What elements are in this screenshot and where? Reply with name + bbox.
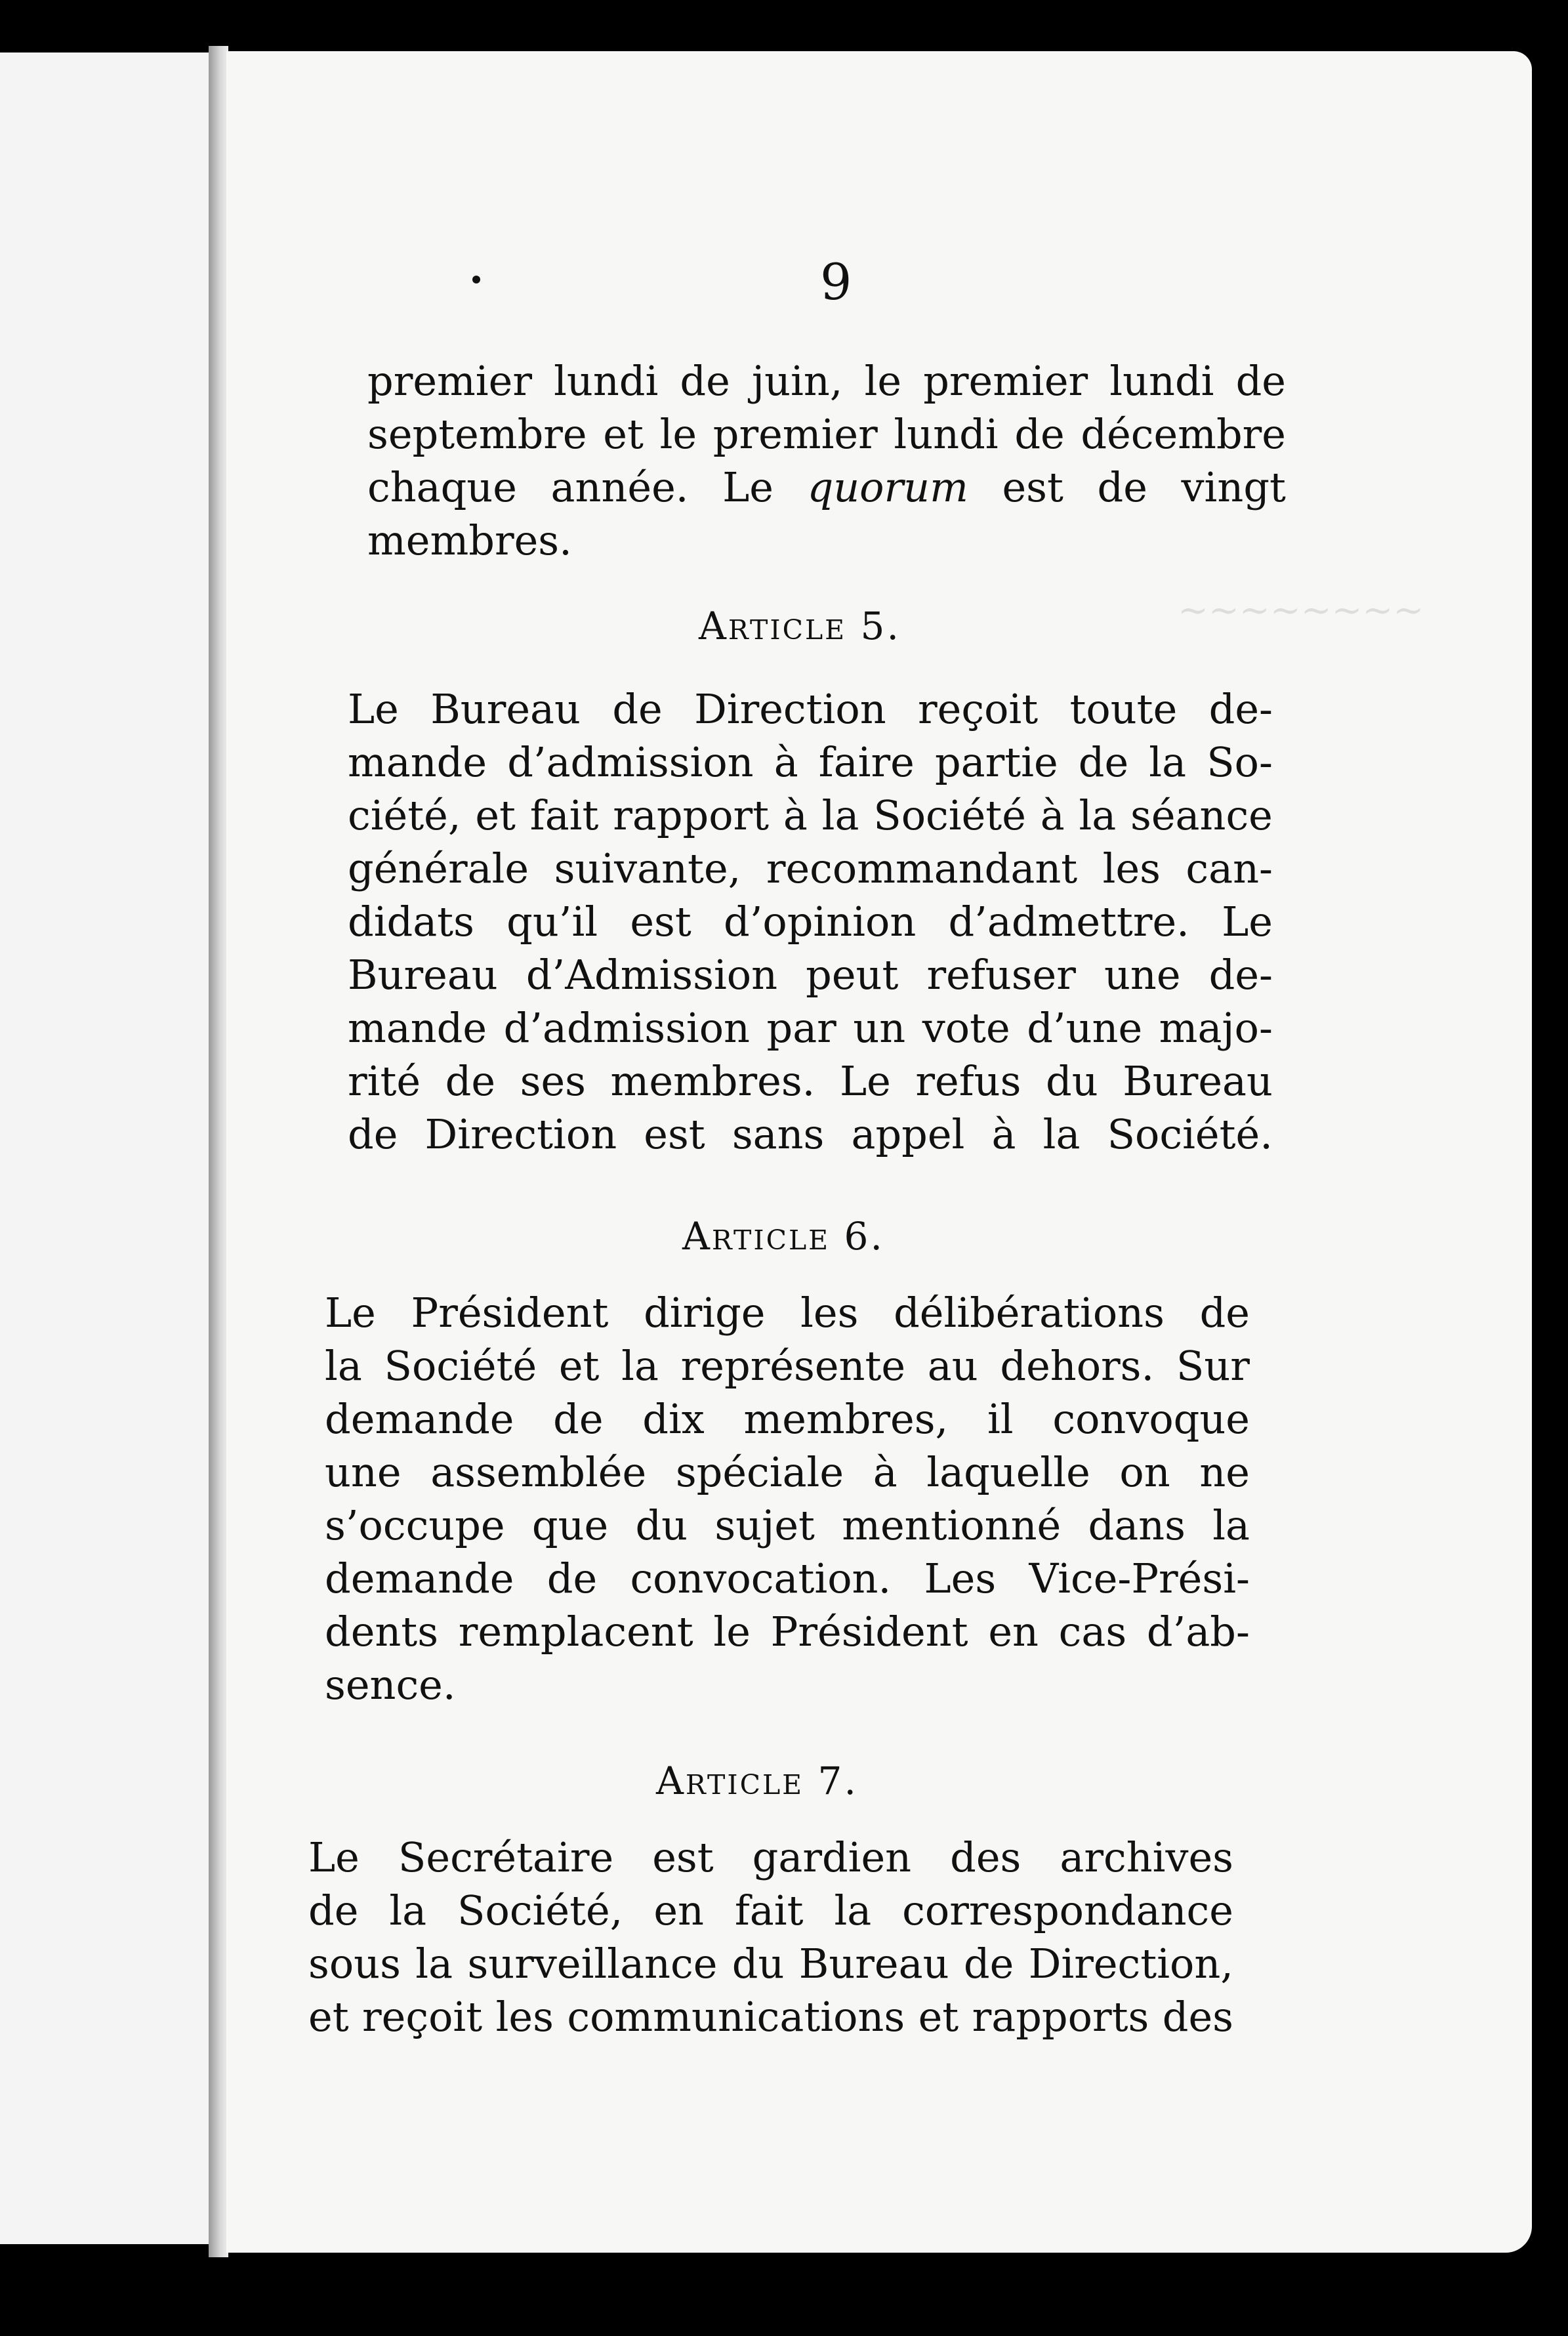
- word: vote: [922, 1004, 1010, 1052]
- word: reçoit: [918, 685, 1039, 733]
- word: fait: [529, 791, 599, 839]
- word: sous: [308, 1940, 401, 1988]
- left-page-edge: [0, 52, 220, 2244]
- word: on: [1119, 1448, 1170, 1496]
- word: sans: [732, 1110, 825, 1158]
- text-line: [348, 842, 1273, 895]
- word: Le: [722, 463, 774, 511]
- word: sence.: [325, 1661, 456, 1709]
- word: demande: [325, 1554, 514, 1602]
- text-line: [348, 1108, 1273, 1161]
- word: dans: [1088, 1501, 1186, 1549]
- word: mande: [348, 738, 487, 786]
- word: de: [1097, 463, 1147, 511]
- word: Les: [924, 1554, 997, 1602]
- word: Le: [1222, 898, 1273, 946]
- word: fait: [734, 1887, 804, 1934]
- word: de-: [1208, 951, 1273, 999]
- word: Société,: [457, 1887, 623, 1934]
- word: can-: [1186, 845, 1273, 892]
- word: quorum: [807, 463, 968, 511]
- text-line: [367, 461, 1286, 514]
- text-line: [325, 1446, 1250, 1499]
- word: est: [1002, 463, 1063, 511]
- word: appel: [851, 1110, 965, 1158]
- word: membres.: [610, 1057, 815, 1105]
- article-5-heading: Article 5.: [699, 604, 901, 648]
- word: de-: [1208, 685, 1273, 733]
- word: mande: [348, 1004, 487, 1052]
- text-line: [348, 682, 1273, 736]
- word: toute: [1069, 685, 1178, 733]
- word: convocation.: [630, 1554, 892, 1602]
- word: il: [987, 1395, 1014, 1443]
- word: les: [1102, 845, 1161, 892]
- word: peut: [806, 951, 899, 999]
- word: Sur: [1176, 1342, 1250, 1390]
- word: le: [659, 410, 697, 458]
- text-line: [325, 1552, 1250, 1605]
- word: la: [1042, 1110, 1081, 1158]
- word: faire: [818, 738, 915, 786]
- word: de: [547, 1554, 598, 1602]
- word: année.: [550, 463, 689, 511]
- word: Le: [348, 685, 399, 733]
- text-line: [325, 1392, 1250, 1446]
- word: membres,: [743, 1395, 949, 1443]
- word: juin,: [751, 357, 843, 405]
- word: vingt: [1181, 463, 1286, 511]
- word: archives: [1060, 1833, 1233, 1881]
- continuation-paragraph: [367, 354, 1286, 567]
- text-line: [348, 1001, 1273, 1054]
- word: que: [531, 1501, 609, 1549]
- word: sujet: [714, 1501, 815, 1549]
- word: lundi: [1109, 357, 1214, 405]
- word: à: [1040, 791, 1065, 839]
- word: générale: [348, 845, 529, 892]
- word: Bureau: [798, 1940, 949, 1988]
- word: majo-: [1159, 1004, 1273, 1052]
- word: délibérations: [894, 1289, 1165, 1337]
- word: de: [1014, 410, 1065, 458]
- word: Société: [384, 1342, 537, 1390]
- text-line: [325, 1658, 1250, 1711]
- word: gardien: [752, 1833, 912, 1881]
- page-number: 9: [820, 253, 852, 311]
- text-line: [325, 1499, 1250, 1552]
- word: premier: [712, 410, 878, 458]
- word: Société.: [1107, 1110, 1273, 1158]
- word: lundi: [894, 410, 999, 458]
- word: des: [950, 1833, 1021, 1881]
- text-line: [325, 1339, 1250, 1392]
- word: Le: [839, 1057, 891, 1105]
- word: un: [853, 1004, 906, 1052]
- word: et: [918, 1993, 959, 2041]
- word: dents: [325, 1608, 439, 1656]
- word: rapport: [613, 791, 770, 839]
- word: d’admettre.: [948, 898, 1189, 946]
- word: et: [603, 410, 644, 458]
- text-line: [348, 789, 1273, 842]
- word: la: [415, 1940, 453, 1988]
- word: Président: [770, 1608, 968, 1656]
- word: dehors.: [1000, 1342, 1155, 1390]
- article-5-paragraph: [348, 682, 1273, 1161]
- word: Le: [325, 1289, 376, 1337]
- word: de: [612, 685, 663, 733]
- word: à: [991, 1110, 1016, 1158]
- word: et: [308, 1993, 349, 2041]
- word: correspondance: [902, 1887, 1233, 1934]
- text-line: [367, 407, 1286, 461]
- text-line: [348, 736, 1273, 789]
- book-gutter: [209, 46, 228, 2257]
- word: remplacent: [458, 1608, 693, 1656]
- text-line: [367, 514, 1286, 567]
- text-line: [325, 1605, 1250, 1658]
- word: du: [635, 1501, 688, 1549]
- word: de: [553, 1395, 604, 1443]
- word: de: [1199, 1289, 1250, 1337]
- word: de: [308, 1887, 359, 1934]
- word: est: [630, 898, 691, 946]
- word: Bureau: [1123, 1057, 1273, 1105]
- word: la: [834, 1887, 872, 1934]
- show-through-text: ~~~~~~~~: [1178, 589, 1424, 632]
- word: recommandant: [766, 845, 1078, 892]
- word: décembre: [1081, 410, 1286, 458]
- word: de: [1078, 738, 1129, 786]
- word: en: [988, 1608, 1039, 1656]
- word: la: [389, 1887, 427, 1934]
- word: laquelle: [926, 1448, 1090, 1496]
- word: reçoit: [362, 1993, 483, 2041]
- word: convoque: [1052, 1395, 1250, 1443]
- word: de: [348, 1110, 398, 1158]
- word: rapports: [972, 1993, 1149, 2041]
- word: Direction: [694, 685, 886, 733]
- text-line: [308, 1937, 1233, 1990]
- word: didats: [348, 898, 474, 946]
- word: le: [713, 1608, 751, 1656]
- word: une: [1104, 951, 1181, 999]
- word: membres.: [367, 516, 572, 564]
- word: de: [963, 1940, 1014, 1988]
- word: d’opinion: [724, 898, 917, 946]
- word: d’ab-: [1146, 1608, 1250, 1656]
- word: d’admission: [503, 1004, 750, 1052]
- word: le: [864, 357, 902, 405]
- word: de: [445, 1057, 496, 1105]
- word: une: [325, 1448, 402, 1496]
- word: cas: [1058, 1608, 1127, 1656]
- page-mark: [472, 276, 480, 283]
- word: demande: [325, 1395, 514, 1443]
- word: représente: [680, 1342, 906, 1390]
- word: refus: [915, 1057, 1021, 1105]
- word: dix: [642, 1395, 705, 1443]
- word: par: [766, 1004, 836, 1052]
- word: d’Admission: [526, 951, 778, 999]
- article-7-heading: Article 7.: [656, 1759, 858, 1803]
- word: et: [558, 1342, 600, 1390]
- word: surveillance: [467, 1940, 718, 1988]
- word: la: [1149, 738, 1187, 786]
- word: la: [821, 791, 859, 839]
- word: des: [1162, 1993, 1233, 2041]
- word: s’occupe: [325, 1501, 505, 1549]
- word: de: [680, 357, 730, 405]
- word: d’admission: [507, 738, 754, 786]
- word: la: [621, 1342, 659, 1390]
- word: septembre: [367, 410, 587, 458]
- word: Bureau: [348, 951, 498, 999]
- article-7-paragraph: [308, 1831, 1233, 2043]
- word: Président: [411, 1289, 609, 1337]
- word: ses: [520, 1057, 586, 1105]
- word: les: [800, 1289, 859, 1337]
- word: Le: [308, 1833, 360, 1881]
- word: à: [783, 791, 808, 839]
- word: la: [1079, 791, 1117, 839]
- word: mentionné: [842, 1501, 1062, 1549]
- word: est: [644, 1110, 705, 1158]
- word: ne: [1199, 1448, 1250, 1496]
- text-line: [367, 354, 1286, 407]
- word: lundi: [554, 357, 659, 405]
- word: de: [1235, 357, 1286, 405]
- word: refuser: [926, 951, 1076, 999]
- word: chaque: [367, 463, 517, 511]
- word: est: [652, 1833, 714, 1881]
- word: qu’il: [506, 898, 598, 946]
- text-line: [348, 948, 1273, 1001]
- word: les: [495, 1993, 554, 2041]
- word: séance: [1130, 791, 1273, 839]
- word: et: [475, 791, 516, 839]
- text-line: [325, 1286, 1250, 1339]
- text-line: [308, 1884, 1233, 1937]
- word: du: [1046, 1057, 1098, 1105]
- word: d’une: [1027, 1004, 1143, 1052]
- word: assemblée: [430, 1448, 647, 1496]
- word: en: [653, 1887, 704, 1934]
- word: Vice-Prési-: [1029, 1554, 1250, 1602]
- word: du: [732, 1940, 785, 1988]
- word: au: [927, 1342, 978, 1390]
- word: spéciale: [675, 1448, 844, 1496]
- word: ciété,: [348, 791, 461, 839]
- word: Société: [873, 791, 1026, 839]
- text-line: [348, 1054, 1273, 1108]
- word: So-: [1207, 738, 1273, 786]
- word: Secrétaire: [398, 1833, 614, 1881]
- word: partie: [934, 738, 1058, 786]
- word: la: [325, 1342, 362, 1390]
- text-line: [308, 1990, 1233, 2043]
- word: à: [873, 1448, 897, 1496]
- word: Bureau: [430, 685, 581, 733]
- word: Direction,: [1028, 1940, 1233, 1988]
- word: suivante,: [554, 845, 741, 892]
- article-6-paragraph: [325, 1286, 1250, 1711]
- word: rité: [348, 1057, 421, 1105]
- word: à: [774, 738, 798, 786]
- text-line: [308, 1831, 1233, 1884]
- article-6-heading: Article 6.: [682, 1214, 884, 1259]
- text-line: [348, 895, 1273, 948]
- word: premier: [367, 357, 532, 405]
- word: Direction: [424, 1110, 617, 1158]
- word: premier: [923, 357, 1088, 405]
- word: la: [1212, 1501, 1250, 1549]
- word: dirige: [644, 1289, 766, 1337]
- word: communications: [567, 1993, 905, 2041]
